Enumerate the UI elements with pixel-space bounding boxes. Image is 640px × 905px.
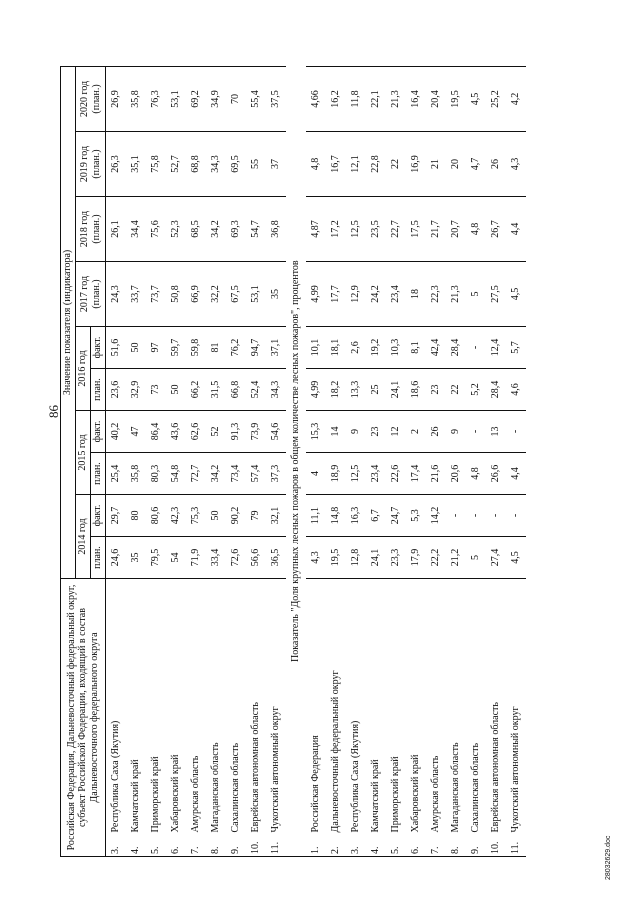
value-cell: 4,66 — [306, 66, 326, 131]
value-cell: 15,3 — [306, 411, 326, 453]
region-name: Республика Саха (Якутия) — [346, 579, 366, 835]
value-cell: 75,6 — [146, 197, 166, 262]
value-cell: - — [466, 411, 486, 453]
row-number: 9. — [466, 835, 486, 857]
value-cell: 75,8 — [146, 132, 166, 197]
value-cell: 21,3 — [446, 262, 466, 327]
value-cell: 4,8 — [306, 132, 326, 197]
region-name: Магаданская область — [206, 579, 226, 835]
value-cell: 54,6 — [266, 411, 286, 453]
row-number: 7. — [186, 835, 206, 857]
value-cell: 14 — [326, 411, 346, 453]
header-year-2015: 2015 год — [76, 411, 91, 495]
header-indicator: Значение показателя (индикатора) — [61, 66, 76, 578]
value-cell: 24,1 — [386, 369, 406, 411]
value-cell: 94,7 — [246, 327, 266, 369]
value-cell: - — [506, 495, 526, 537]
value-cell: 9 — [446, 411, 466, 453]
row-number: 6. — [406, 835, 426, 857]
value-cell: 33,7 — [126, 262, 146, 327]
row-number: 11. — [506, 835, 526, 857]
table-row — [266, 66, 286, 856]
value-cell: 24,7 — [386, 495, 406, 537]
value-cell: 73 — [146, 369, 166, 411]
header-plan: план. — [91, 537, 106, 579]
value-cell: 56,6 — [246, 537, 266, 579]
value-cell: 71,9 — [186, 537, 206, 579]
value-cell: 18,9 — [326, 453, 346, 495]
value-cell: 22,8 — [366, 132, 386, 197]
row-number: 4. — [366, 835, 386, 857]
table-row — [106, 66, 127, 856]
table-row — [206, 66, 226, 856]
value-cell: 23,4 — [366, 453, 386, 495]
value-cell: 52 — [206, 411, 226, 453]
value-cell: 22 — [386, 132, 406, 197]
value-cell: 73,7 — [146, 262, 166, 327]
value-cell: 50 — [206, 495, 226, 537]
value-cell: 4,6 — [506, 369, 526, 411]
value-cell: 47 — [126, 411, 146, 453]
value-cell: 25 — [366, 369, 386, 411]
value-cell: 54,7 — [246, 197, 266, 262]
table-row — [126, 66, 146, 856]
table-body — [106, 66, 527, 856]
row-number: 11. — [266, 835, 286, 857]
value-cell: 4,8 — [466, 453, 486, 495]
table-row — [146, 66, 166, 856]
header-fact: факт. — [91, 411, 106, 453]
value-cell: 25,2 — [486, 66, 506, 131]
value-cell: 31,5 — [206, 369, 226, 411]
value-cell: 2 — [406, 411, 426, 453]
value-cell: 4,87 — [306, 197, 326, 262]
value-cell: 57,4 — [246, 453, 266, 495]
value-cell: 13,3 — [346, 369, 366, 411]
value-cell: 52,4 — [246, 369, 266, 411]
value-cell: 34,2 — [206, 453, 226, 495]
value-cell: 24,3 — [106, 262, 127, 327]
value-cell: 4,99 — [306, 369, 326, 411]
region-name: Амурская область — [426, 579, 446, 835]
value-cell: 27,5 — [486, 262, 506, 327]
value-cell: 26,6 — [486, 453, 506, 495]
table-row — [306, 66, 326, 856]
region-name: Республика Саха (Якутия) — [106, 579, 127, 835]
header-year-2018: 2018 год (план.) — [76, 197, 106, 262]
value-cell: - — [486, 495, 506, 537]
value-cell: 14,8 — [326, 495, 346, 537]
value-cell: 16,4 — [406, 66, 426, 131]
value-cell: 12,5 — [346, 453, 366, 495]
row-number: 10. — [486, 835, 506, 857]
value-cell: 52,3 — [166, 197, 186, 262]
value-cell: 35,8 — [126, 66, 146, 131]
value-cell: 21 — [426, 132, 446, 197]
value-cell: 5 — [466, 262, 486, 327]
value-cell: 5,2 — [466, 369, 486, 411]
value-cell: 34,3 — [206, 132, 226, 197]
value-cell: 79,5 — [146, 537, 166, 579]
value-cell: 22,6 — [386, 453, 406, 495]
value-cell: 35 — [266, 262, 286, 327]
value-cell: 5 — [466, 537, 486, 579]
value-cell: 20,4 — [426, 66, 446, 131]
row-number: 8. — [446, 835, 466, 857]
value-cell: 26,7 — [486, 197, 506, 262]
value-cell: 4,4 — [506, 197, 526, 262]
header-year-2017: 2017 год (план.) — [76, 262, 106, 327]
row-number: 3. — [346, 835, 366, 857]
value-cell: 42,4 — [426, 327, 446, 369]
value-cell: 23 — [366, 411, 386, 453]
value-cell: 28,4 — [446, 327, 466, 369]
value-cell: 36,5 — [266, 537, 286, 579]
value-cell: 2,6 — [346, 327, 366, 369]
value-cell: 69,3 — [226, 197, 246, 262]
value-cell: 32,2 — [206, 262, 226, 327]
value-cell: 21,3 — [386, 66, 406, 131]
value-cell: 4,3 — [306, 537, 326, 579]
value-cell: 66,2 — [186, 369, 206, 411]
value-cell: 4,99 — [306, 262, 326, 327]
region-name: Приморский край — [386, 579, 406, 835]
value-cell: 23,4 — [386, 262, 406, 327]
value-cell: 20,7 — [446, 197, 466, 262]
region-name: Хабаровский край — [406, 579, 426, 835]
value-cell: 50 — [166, 369, 186, 411]
value-cell: 35,1 — [126, 132, 146, 197]
value-cell: 23 — [426, 369, 446, 411]
value-cell: 80,3 — [146, 453, 166, 495]
value-cell: 17,7 — [326, 262, 346, 327]
value-cell: 22 — [446, 369, 466, 411]
region-name: Российская Федерация — [306, 579, 326, 835]
value-cell: 27,4 — [486, 537, 506, 579]
table-row — [446, 66, 466, 856]
value-cell: 53,1 — [246, 262, 266, 327]
region-name: Магаданская область — [446, 579, 466, 835]
value-cell: 4,5 — [466, 66, 486, 131]
value-cell: 8,1 — [406, 327, 426, 369]
value-cell: 14,2 — [426, 495, 446, 537]
value-cell: 21,6 — [426, 453, 446, 495]
value-cell: 22,2 — [426, 537, 446, 579]
value-cell: 35,8 — [126, 453, 146, 495]
value-cell: 54 — [166, 537, 186, 579]
value-cell: 22,1 — [366, 66, 386, 131]
value-cell: 33,4 — [206, 537, 226, 579]
value-cell: 68,8 — [186, 132, 206, 197]
value-cell: 72,7 — [186, 453, 206, 495]
value-cell: - — [466, 327, 486, 369]
value-cell: 70 — [226, 66, 246, 131]
value-cell: 66,8 — [226, 369, 246, 411]
value-cell: 10,1 — [306, 327, 326, 369]
page-number: 86 — [46, 405, 61, 418]
value-cell: 23,6 — [106, 369, 127, 411]
value-cell: 26,1 — [106, 197, 127, 262]
value-cell: 79 — [246, 495, 266, 537]
value-cell: 4,4 — [506, 453, 526, 495]
value-cell: 12 — [386, 411, 406, 453]
value-cell: 17,5 — [406, 197, 426, 262]
value-cell: 76,3 — [146, 66, 166, 131]
value-cell: 4,2 — [506, 66, 526, 131]
value-cell: 12,8 — [346, 537, 366, 579]
value-cell: 4,8 — [466, 197, 486, 262]
value-cell: - — [506, 411, 526, 453]
header-plan: план. — [91, 369, 106, 411]
table-header — [61, 66, 106, 856]
value-cell: 16,9 — [406, 132, 426, 197]
value-cell: 12,5 — [346, 197, 366, 262]
value-cell: 12,1 — [346, 132, 366, 197]
value-cell: 34,4 — [126, 197, 146, 262]
value-cell: 32,9 — [126, 369, 146, 411]
value-cell: 12,4 — [486, 327, 506, 369]
value-cell: 11,8 — [346, 66, 366, 131]
region-name: Камчатский край — [366, 579, 386, 835]
value-cell: 4,3 — [506, 132, 526, 197]
value-cell: 73,4 — [226, 453, 246, 495]
value-cell: 6,7 — [366, 495, 386, 537]
value-cell: 4 — [306, 453, 326, 495]
value-cell: 62,6 — [186, 411, 206, 453]
value-cell: 19,5 — [446, 66, 466, 131]
value-cell: 17,9 — [406, 537, 426, 579]
region-name: Камчатский край — [126, 579, 146, 835]
header-year-2020: 2020 год (план.) — [76, 66, 106, 131]
region-name: Еврейская автономная область — [246, 579, 266, 835]
value-cell: 55 — [246, 132, 266, 197]
row-number: 10. — [246, 835, 266, 857]
value-cell: - — [466, 495, 486, 537]
value-cell: 17,4 — [406, 453, 426, 495]
value-cell: 55,4 — [246, 66, 266, 131]
value-cell: 76,2 — [226, 327, 246, 369]
section-title-row — [286, 66, 306, 856]
value-cell: 20,6 — [446, 453, 466, 495]
table-row — [166, 66, 186, 856]
value-cell: 5,7 — [506, 327, 526, 369]
region-name: Приморский край — [146, 579, 166, 835]
value-cell: - — [446, 495, 466, 537]
value-cell: 54,8 — [166, 453, 186, 495]
value-cell: 21,2 — [446, 537, 466, 579]
value-cell: 26 — [426, 411, 446, 453]
value-cell: 26,9 — [106, 66, 127, 131]
value-cell: 16,3 — [346, 495, 366, 537]
value-cell: 69,2 — [186, 66, 206, 131]
value-cell: 50,8 — [166, 262, 186, 327]
row-number: 3. — [106, 835, 127, 857]
value-cell: 20 — [446, 132, 466, 197]
value-cell: 13 — [486, 411, 506, 453]
row-number: 4. — [126, 835, 146, 857]
value-cell: 22,3 — [426, 262, 446, 327]
value-cell: 24,6 — [106, 537, 127, 579]
value-cell: 97 — [146, 327, 166, 369]
row-number: 8. — [206, 835, 226, 857]
value-cell: 24,1 — [366, 537, 386, 579]
value-cell: 53,1 — [166, 66, 186, 131]
table-row — [506, 66, 526, 856]
value-cell: 4,7 — [466, 132, 486, 197]
value-cell: 19,5 — [326, 537, 346, 579]
value-cell: 67,5 — [226, 262, 246, 327]
value-cell: 34,3 — [266, 369, 286, 411]
value-cell: 37 — [266, 132, 286, 197]
rotated-table-wrapper — [60, 67, 526, 857]
region-name: Сахалинская область — [466, 579, 486, 835]
value-cell: 42,3 — [166, 495, 186, 537]
value-cell: 73,9 — [246, 411, 266, 453]
value-cell: 34,9 — [206, 66, 226, 131]
header-plan: план. — [91, 453, 106, 495]
value-cell: 16,7 — [326, 132, 346, 197]
header-fact: факт. — [91, 495, 106, 537]
value-cell: 59,7 — [166, 327, 186, 369]
region-name: Сахалинская область — [226, 579, 246, 835]
table-row — [246, 66, 266, 856]
value-cell: 36,8 — [266, 197, 286, 262]
value-cell: 90,2 — [226, 495, 246, 537]
region-name: Дальневосточный федеральный округ — [326, 579, 346, 835]
value-cell: 16,2 — [326, 66, 346, 131]
value-cell: 37,3 — [266, 453, 286, 495]
region-name: Еврейская автономная область — [486, 579, 506, 835]
table-row — [326, 66, 346, 856]
value-cell: 11,1 — [306, 495, 326, 537]
value-cell: 37,5 — [266, 66, 286, 131]
value-cell: 37,1 — [266, 327, 286, 369]
value-cell: 4,5 — [506, 537, 526, 579]
header-fact: факт. — [91, 327, 106, 369]
value-cell: 28,4 — [486, 369, 506, 411]
row-number: 1. — [306, 835, 326, 857]
section-title: Показатель "Доля крупных лесных пожаров в общем количестве лесных пожаров", процентов — [286, 66, 306, 856]
region-name: Чукотский автономный округ — [266, 579, 286, 835]
table-row — [186, 66, 206, 856]
table-row — [386, 66, 406, 856]
value-cell: 51,6 — [106, 327, 127, 369]
value-cell: 12,9 — [346, 262, 366, 327]
value-cell: 29,7 — [106, 495, 127, 537]
value-cell: 17,2 — [326, 197, 346, 262]
value-cell: 23,3 — [386, 537, 406, 579]
table-row — [486, 66, 506, 856]
row-number: 7. — [426, 835, 446, 857]
table-row — [366, 66, 386, 856]
value-cell: 24,2 — [366, 262, 386, 327]
value-cell: 81 — [206, 327, 226, 369]
value-cell: 43,6 — [166, 411, 186, 453]
header-year-2014: 2014 год — [76, 495, 91, 579]
region-name: Амурская область — [186, 579, 206, 835]
row-number: 9. — [226, 835, 246, 857]
table-row — [426, 66, 446, 856]
row-number: 2. — [326, 835, 346, 857]
value-cell: 22,7 — [386, 197, 406, 262]
value-cell: 18,6 — [406, 369, 426, 411]
value-cell: 59,8 — [186, 327, 206, 369]
header-year-2016: 2016 год — [76, 327, 91, 411]
value-cell: 21,7 — [426, 197, 446, 262]
value-cell: 68,5 — [186, 197, 206, 262]
value-cell: 5,3 — [406, 495, 426, 537]
row-number: 6. — [166, 835, 186, 857]
header-year-2019: 2019 год (план.) — [76, 132, 106, 197]
value-cell: 18,1 — [326, 327, 346, 369]
value-cell: 10,3 — [386, 327, 406, 369]
document-code: 28032629.doc — [605, 835, 612, 880]
value-cell: 72,6 — [226, 537, 246, 579]
value-cell: 26 — [486, 132, 506, 197]
value-cell: 4,5 — [506, 262, 526, 327]
region-name: Хабаровский край — [166, 579, 186, 835]
value-cell: 35 — [126, 537, 146, 579]
value-cell: 18,2 — [326, 369, 346, 411]
value-cell: 80,6 — [146, 495, 166, 537]
value-cell: 86,4 — [146, 411, 166, 453]
value-cell: 32,1 — [266, 495, 286, 537]
table-row — [226, 66, 246, 856]
value-cell: 18 — [406, 262, 426, 327]
value-cell: 26,3 — [106, 132, 127, 197]
value-cell: 50 — [126, 327, 146, 369]
indicator-table — [60, 66, 526, 857]
header-region: Российская Федерация, Дальневосточный федеральный округ, субъект Российской Федерации, входящий в состав Дальневосточного федерального округа — [61, 579, 106, 857]
region-name: Чукотский автономный округ — [506, 579, 526, 835]
value-cell: 9 — [346, 411, 366, 453]
value-cell: 66,9 — [186, 262, 206, 327]
value-cell: 69,5 — [226, 132, 246, 197]
value-cell: 75,3 — [186, 495, 206, 537]
value-cell: 80 — [126, 495, 146, 537]
value-cell: 34,2 — [206, 197, 226, 262]
value-cell: 25,4 — [106, 453, 127, 495]
table-row — [406, 66, 426, 856]
table-row — [466, 66, 486, 856]
value-cell: 91,3 — [226, 411, 246, 453]
value-cell: 23,5 — [366, 197, 386, 262]
value-cell: 40,2 — [106, 411, 127, 453]
table-row — [346, 66, 366, 856]
value-cell: 19,2 — [366, 327, 386, 369]
row-number: 5. — [146, 835, 166, 857]
value-cell: 52,7 — [166, 132, 186, 197]
row-number: 5. — [386, 835, 406, 857]
